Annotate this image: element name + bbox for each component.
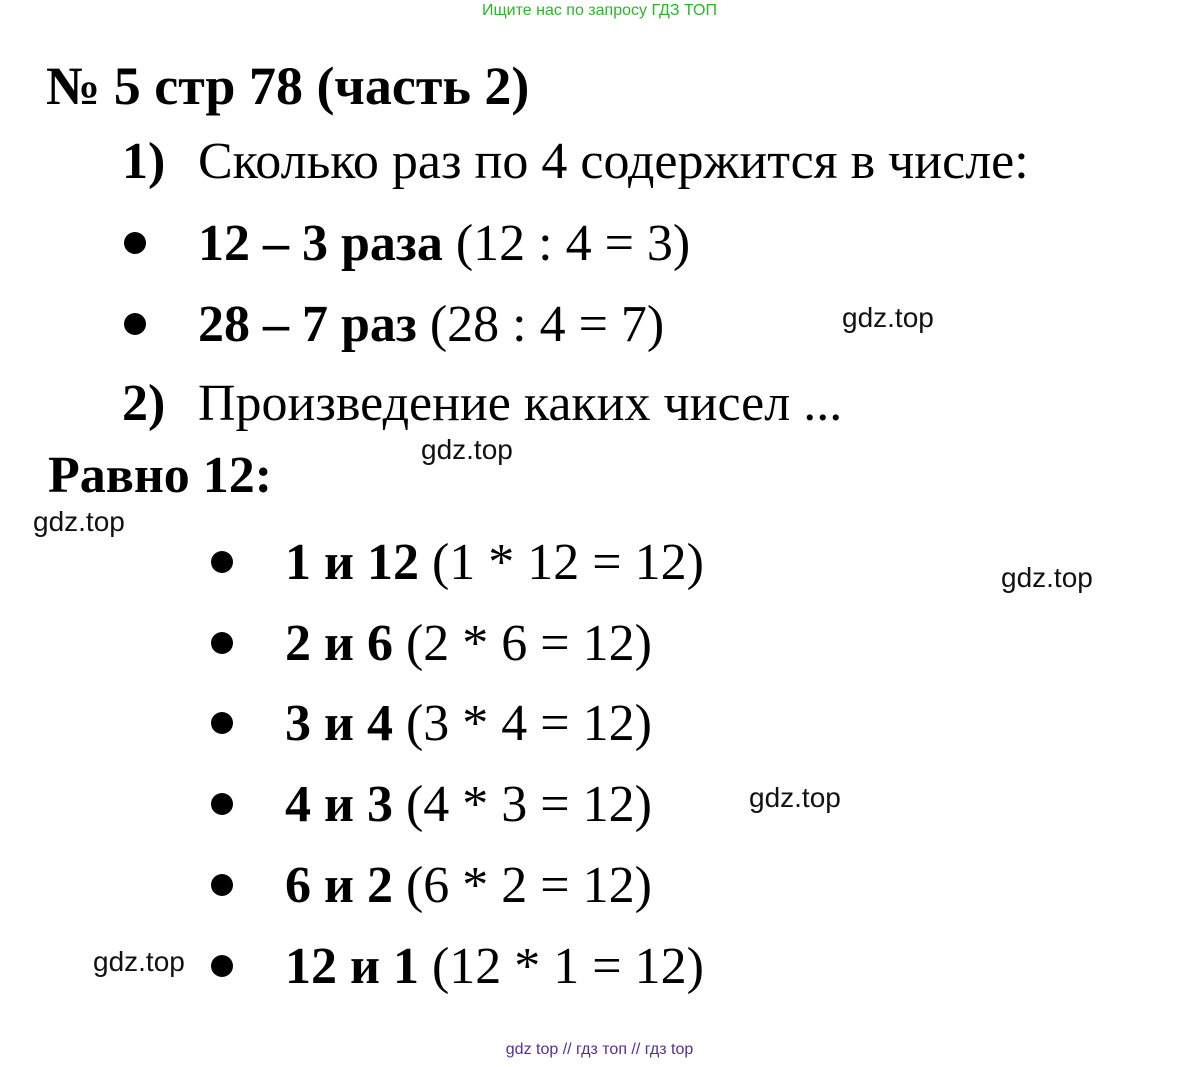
answer-calc: (12 * 1 = 12) xyxy=(418,938,704,995)
list-item xyxy=(285,694,652,754)
answer-calc: (12 : 4 = 3) xyxy=(442,215,691,272)
bullet-icon xyxy=(211,551,233,573)
footer-link[interactable]: gdz top // гдз топ // гдз top xyxy=(505,1041,694,1058)
answer-bold: 3 и 4 xyxy=(285,695,393,752)
top-search-note: Ищите нас по запросу ГДЗ ТОП xyxy=(482,2,717,19)
answer-bold: 12 и 1 xyxy=(285,938,419,995)
answer-bold: 6 и 2 xyxy=(285,857,393,914)
answer-calc: (6 * 2 = 12) xyxy=(392,857,652,914)
answer-calc: (3 * 4 = 12) xyxy=(392,695,652,752)
question-2 xyxy=(122,374,842,434)
answer-bold: 1 и 12 xyxy=(285,534,419,591)
watermark: gdz.top xyxy=(842,302,934,333)
question-1 xyxy=(122,132,1029,192)
answer-bold: 28 – 7 раз xyxy=(198,296,417,353)
answer-calc: (28 : 4 = 7) xyxy=(416,296,665,353)
list-item xyxy=(198,214,690,274)
answer-calc: (2 * 6 = 12) xyxy=(392,615,652,672)
bullet-icon xyxy=(211,874,233,896)
answer-bold: 12 – 3 раза xyxy=(198,215,443,272)
watermark: gdz.top xyxy=(749,782,841,813)
question-2-text: Произведение каких чисел ... xyxy=(198,375,843,432)
answer-calc: (4 * 3 = 12) xyxy=(392,776,652,833)
bullet-icon xyxy=(211,955,233,977)
answer-bold: 4 и 3 xyxy=(285,776,393,833)
list-item xyxy=(285,856,652,916)
question-2-number: 2) xyxy=(122,375,166,432)
section-heading: Равно 12: xyxy=(48,447,273,504)
bullet-icon xyxy=(211,793,233,815)
answer-bold: 2 и 6 xyxy=(285,615,393,672)
watermark: gdz.top xyxy=(93,946,185,977)
bullet-icon xyxy=(211,712,233,734)
bullet-icon xyxy=(124,313,146,335)
watermark: gdz.top xyxy=(1001,562,1093,593)
list-item xyxy=(285,937,704,997)
page-title: № 5 стр 78 (часть 2) xyxy=(46,56,530,116)
list-item xyxy=(285,533,704,593)
list-item xyxy=(285,775,652,835)
bullet-icon xyxy=(211,632,233,654)
answer-calc: (1 * 12 = 12) xyxy=(418,534,704,591)
question-1-number: 1) xyxy=(122,133,166,190)
watermark: gdz.top xyxy=(421,434,513,465)
list-item xyxy=(285,614,652,674)
question-1-text: Сколько раз по 4 содержится в числе: xyxy=(198,133,1029,190)
watermark: gdz.top xyxy=(33,506,125,537)
bullet-icon xyxy=(124,232,146,254)
list-item xyxy=(198,295,664,355)
